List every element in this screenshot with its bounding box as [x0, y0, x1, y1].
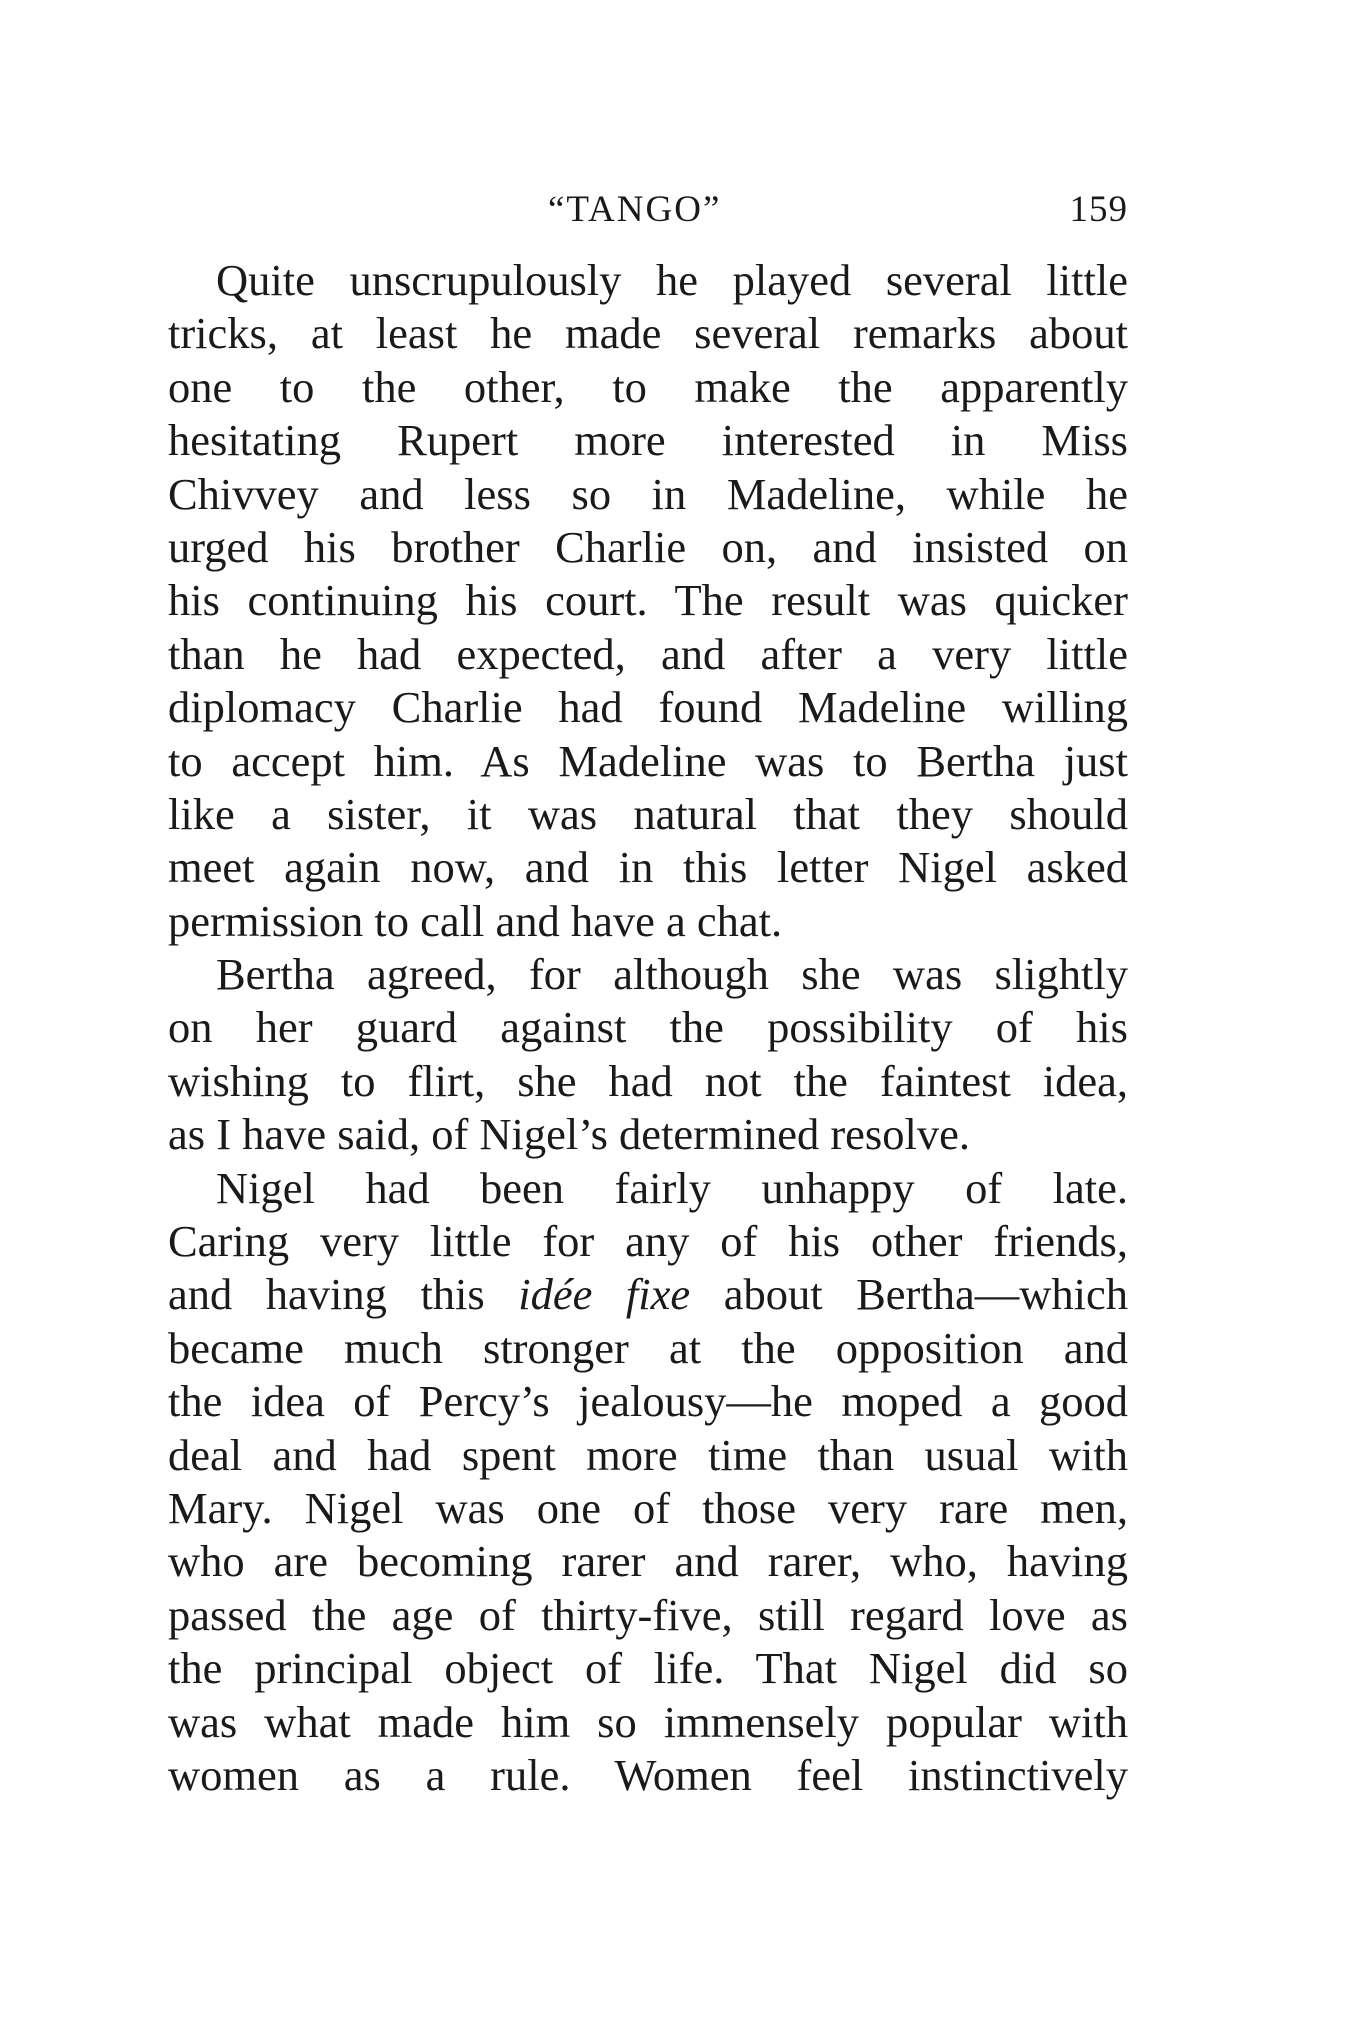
text-line: meet again now, and in this letter Nigel asked [168, 842, 1128, 893]
running-head [168, 188, 1128, 238]
text-line-with-italic [168, 1268, 1128, 1321]
text-line: one to the other, to make the apparently [168, 361, 1128, 412]
text-line: on her guard against the possibility of his [168, 1002, 1128, 1053]
italic-phrase: idée fixe [518, 1269, 691, 1320]
text-line: became much stronger at the opposition and [168, 1322, 1128, 1373]
text-line: Quite unscrupulously he played several little [216, 255, 1128, 305]
page-number: 159 [1069, 189, 1128, 230]
text-line: deal and had spent more time than usual with [168, 1429, 1128, 1480]
text-line: urged his brother Charlie on, and insisted on [168, 521, 1128, 572]
text-line: was what made him so immensely popular with [168, 1696, 1128, 1747]
text-line: tricks, at least he made several remarks about [168, 308, 1128, 359]
text-line: permission to call and have a chat. [168, 895, 783, 946]
text-line: the principal object of life. That Nigel did so [168, 1643, 1128, 1694]
text-line: wishing to flirt, she had not the faintest idea, [168, 1055, 1128, 1106]
text-line: Mary. Nigel was one of those very rare men, [168, 1482, 1128, 1533]
text-line: diplomacy Charlie had found Madeline willing [168, 682, 1128, 733]
text-line: than he had expected, and after a very little [168, 628, 1128, 679]
text-line: Caring very little for any of his other friends, [168, 1216, 1128, 1267]
text-line: the idea of Percy’s jealousy—he moped a good [168, 1376, 1128, 1427]
text-line: like a sister, it was natural that they should [168, 788, 1128, 839]
running-title: “TANGO” [548, 189, 722, 230]
text-line: women as a rule. Women feel instinctively [168, 1749, 1128, 1800]
text-segment: and having this [168, 1269, 519, 1320]
text-line: as I have said, of Nigel’s determined resolve. [168, 1109, 970, 1160]
text-line: Nigel had been fairly unhappy of late. [216, 1162, 1128, 1213]
text-line: to accept him. As Madeline was to Bertha just [168, 735, 1128, 786]
text-line: Bertha agreed, for although she was slightly [216, 949, 1128, 1000]
text-line: hesitating Rupert more interested in Miss [168, 415, 1128, 466]
text-line: who are becoming rarer and rarer, who, having [168, 1536, 1128, 1587]
body-text [168, 254, 1128, 1802]
text-line: Chivvey and less so in Madeline, while he [168, 468, 1128, 519]
text-segment: about Bertha—which [690, 1269, 1128, 1320]
text-line: his continuing his court. The result was quicker [168, 575, 1128, 626]
text-line: passed the age of thirty-five, still regard love as [168, 1589, 1128, 1640]
